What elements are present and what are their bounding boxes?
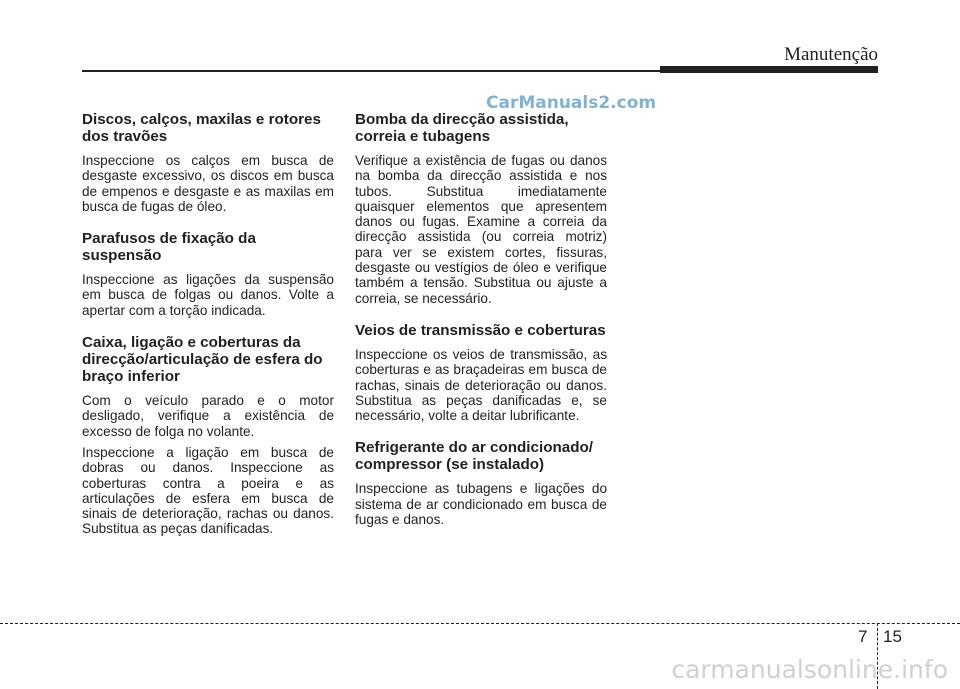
section-paragraph: Inspeccione os veios de transmissão, as coberturas e as braçadeiras em busca de rachas, sinais de deterioração ou danos. Substitua as peças danificadas e, se necessário, volte a deitar lubrificante. bbox=[355, 346, 607, 424]
section-heading: Discos, calços, maxilas e rotores dos travões bbox=[82, 111, 321, 145]
section-paragraph: Inspeccione as ligações da suspensão em busca de folgas ou danos. Volte a apertar com a torção indicada. bbox=[82, 272, 334, 318]
footer-dashed-rule bbox=[0, 623, 960, 624]
section-paragraph: Inspeccione a ligação em busca de dobras ou danos. Inspeccione as coberturas contra a poeira e as articulações de esfera em busca de sinais de deterioração, rachas ou danos. Substitua as peças danificadas. bbox=[82, 444, 334, 537]
watermark-top: CarManuals2.com bbox=[486, 93, 657, 113]
section-paragraph: Verifique a existência de fugas ou danos na bomba da direcção assistida e nos tubos. Substitua imediatamente quaisquer elementos que apresentem danos ou fugas. Examine a correia da direcção assistida (ou correia motriz) para ver se existem cortes, fissuras, desgaste ou vestígios de óleo e verifique também a tensão. Substitua ou ajuste a correia, se necessário. bbox=[355, 153, 607, 306]
section-paragraph: Inspeccione os calços em busca de desgaste excessivo, os discos em busca de empenos e desgaste e as maxilas em busca de fugas de óleo. bbox=[82, 153, 334, 214]
section-heading: Veios de transmissão e coberturas bbox=[355, 321, 606, 339]
section-heading: Bomba da direcção assistida, correia e tubagens bbox=[355, 111, 569, 145]
chapter-number: 7 bbox=[858, 627, 868, 646]
page-number: 15 bbox=[883, 627, 902, 646]
section-heading: Caixa, ligação e coberturas da direcção/articulação de esfera do braço inferior bbox=[82, 334, 323, 386]
page-header-title: Manutenção bbox=[784, 44, 878, 65]
watermark-bottom: carmanualsonline.info bbox=[671, 655, 948, 684]
left-column bbox=[82, 111, 334, 553]
section-heading: Parafusos de fixação da suspensão bbox=[82, 230, 256, 265]
section-suspension-bolts bbox=[82, 230, 334, 318]
section-paragraph: Inspeccione as tubagens e ligações do sistema de ar condicionado em busca de fugas e danos. bbox=[355, 481, 607, 528]
section-paragraph: Com o veículo parado e o motor desligado, verifique a existência de excesso de folga no volante. bbox=[82, 393, 334, 439]
section-brakes bbox=[82, 111, 334, 214]
section-steering-gear bbox=[82, 334, 334, 537]
section-air-conditioning bbox=[355, 439, 607, 527]
section-power-steering bbox=[355, 111, 607, 306]
section-heading: Refrigerante do ar condicionado/ compressor (se instalado) bbox=[355, 439, 593, 474]
right-column bbox=[355, 111, 607, 543]
section-drive-shafts bbox=[355, 322, 607, 423]
header-rule-thin bbox=[82, 70, 662, 72]
header-rule-thick bbox=[660, 66, 878, 73]
